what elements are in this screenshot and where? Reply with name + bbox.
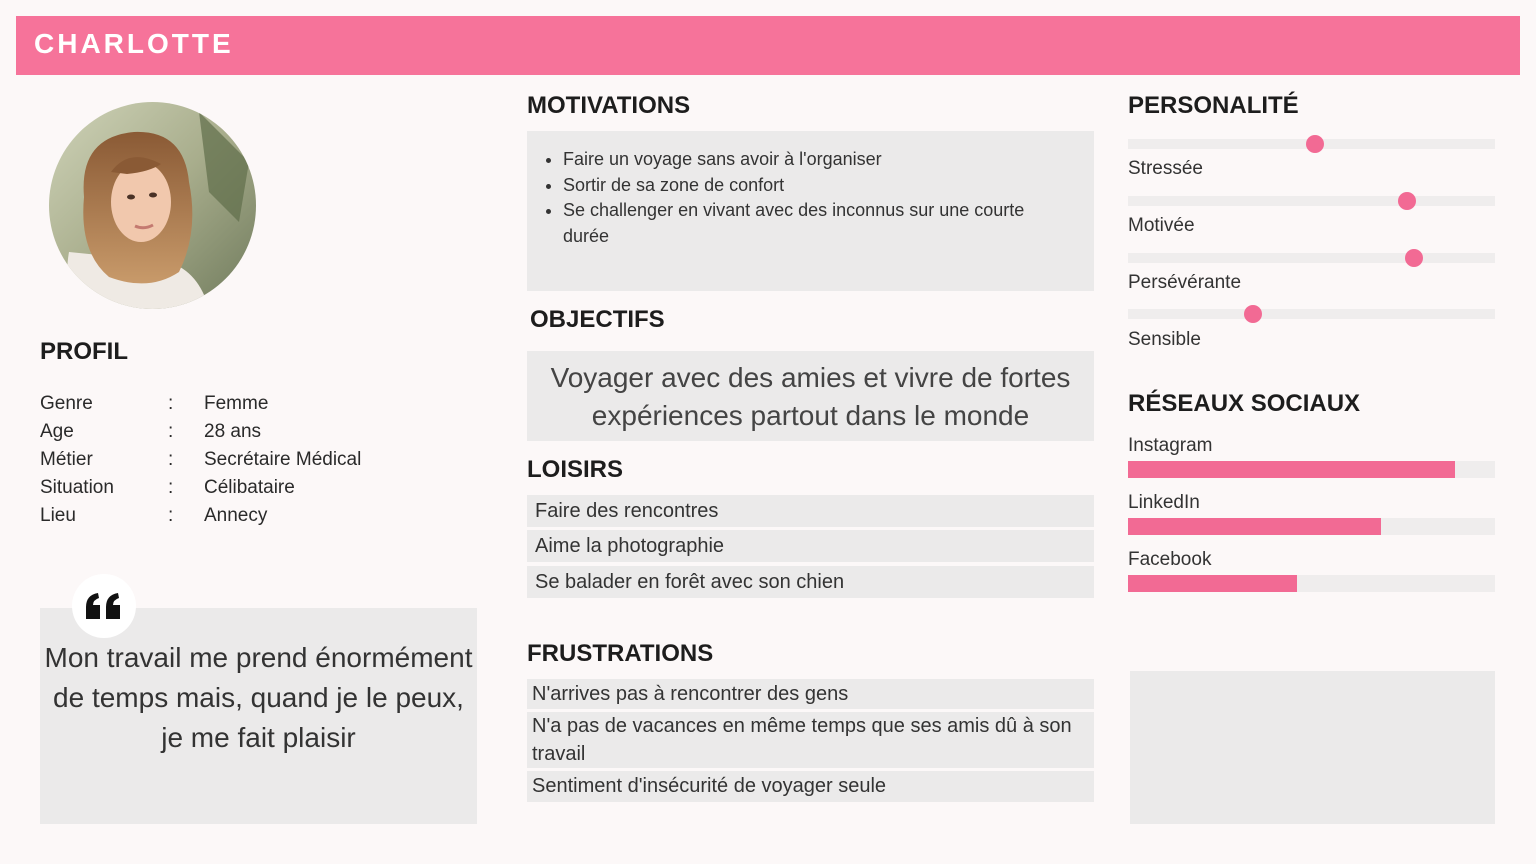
- slider-knob: [1405, 249, 1423, 267]
- bar-fill: [1128, 575, 1297, 592]
- trait-slider-motivee: [1128, 196, 1495, 206]
- objectifs-title: OBJECTIFS: [530, 306, 665, 333]
- social-label: Facebook: [1128, 549, 1212, 570]
- profile-key: Lieu: [40, 505, 76, 526]
- trait-label: Stressée: [1128, 158, 1203, 179]
- personality-title: PERSONALITÉ: [1128, 92, 1299, 119]
- profile-row-lieu: [40, 502, 361, 530]
- motivations-box: [527, 131, 1094, 291]
- profile-row-metier: [40, 446, 361, 474]
- social-label: LinkedIn: [1128, 492, 1200, 513]
- trait-slider-sensible: [1128, 309, 1495, 319]
- social-title: RÉSEAUX SOCIAUX: [1128, 390, 1361, 417]
- header-banner: [16, 16, 1520, 75]
- slider-knob: [1244, 305, 1262, 323]
- list-item: N'a pas de vacances en même temps que ses amis dû à son travail: [527, 712, 1094, 768]
- trait-label: Persévérante: [1128, 272, 1242, 293]
- profile-title: PROFIL: [40, 338, 128, 365]
- trait-label: Sensible: [1128, 329, 1201, 350]
- list-item: Sentiment d'insécurité de voyager seule: [527, 771, 1094, 802]
- list-item: • Se challenger en vivant avec des inconnus sur une courte durée: [563, 198, 1063, 249]
- profile-separator: :: [168, 393, 174, 414]
- quote-badge: [72, 574, 136, 638]
- objectifs-text: Voyager avec des amies et vivre de fortes expériences partout dans le monde: [550, 362, 1071, 431]
- quote-box: [40, 608, 477, 824]
- social-bar-linkedin: [1128, 518, 1495, 535]
- profile-key: Age: [40, 421, 74, 442]
- avatar: [49, 102, 256, 309]
- quote-text: Mon travail me prend énormément de temps mais, quand je le peux, je me fait plaisir: [44, 642, 473, 753]
- profile-value: Secrétaire Médical: [204, 449, 362, 470]
- profile-key: Situation: [40, 477, 114, 498]
- profile-value: Femme: [204, 393, 269, 414]
- profile-separator: :: [168, 505, 174, 526]
- profile-value: Célibataire: [204, 477, 295, 498]
- trait-slider-perseverante: [1128, 253, 1495, 263]
- slider-knob: [1306, 135, 1324, 153]
- slider-knob: [1398, 192, 1416, 210]
- profile-separator: :: [168, 477, 174, 498]
- list-item: Aime la photographie: [527, 530, 1094, 562]
- trait-slider-stressee: [1128, 139, 1495, 149]
- profile-row-genre: [40, 390, 361, 418]
- profile-row-situation: [40, 474, 361, 502]
- loisirs-title: LOISIRS: [527, 456, 624, 483]
- profile-value: Annecy: [204, 505, 268, 526]
- objectifs-box: [527, 351, 1094, 441]
- social-bar-instagram: [1128, 461, 1495, 478]
- motivations-list: [527, 131, 1063, 249]
- empty-panel: [1130, 671, 1495, 824]
- profile-row-age: [40, 418, 361, 446]
- frustrations-title: FRUSTRATIONS: [527, 640, 714, 667]
- profile-key: Genre: [40, 393, 93, 414]
- bar-fill: [1128, 461, 1455, 478]
- profile-table: [40, 390, 361, 530]
- profile-separator: :: [168, 421, 174, 442]
- profile-key: Métier: [40, 449, 93, 470]
- trait-label: Motivée: [1128, 215, 1195, 236]
- motivations-title: MOTIVATIONS: [527, 92, 691, 119]
- bar-fill: [1128, 518, 1381, 535]
- profile-value: 28 ans: [204, 421, 262, 442]
- social-label: Instagram: [1128, 435, 1213, 456]
- persona-name: CHARLOTTE: [34, 28, 234, 59]
- social-bar-facebook: [1128, 575, 1495, 592]
- quote-icon: [84, 591, 124, 621]
- profile-separator: :: [168, 449, 174, 470]
- list-item: Faire des rencontres: [527, 495, 1094, 527]
- list-item: N'arrives pas à rencontrer des gens: [527, 679, 1094, 709]
- list-item: Se balader en forêt avec son chien: [527, 566, 1094, 598]
- list-item: • Sortir de sa zone de confort: [563, 173, 1063, 199]
- list-item: • Faire un voyage sans avoir à l'organiser: [563, 147, 1063, 173]
